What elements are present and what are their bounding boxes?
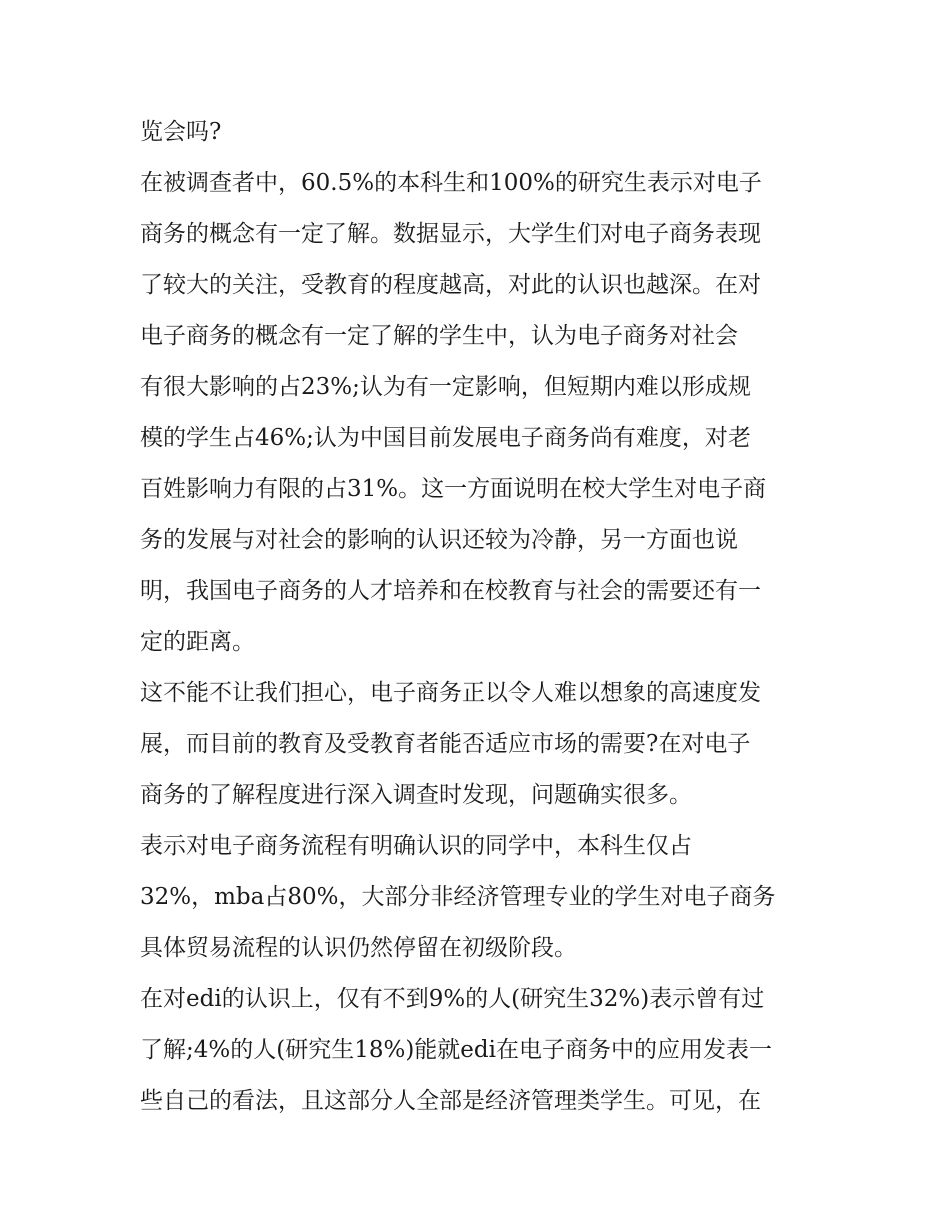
text-line: 了较大的关注，受教育的程度越高，对此的认识也越深。在对 <box>140 272 761 298</box>
text-line: 明，我国电子商务的人才培养和在校教育与社会的需要还有一 <box>140 578 761 604</box>
text-line: 模的学生占46%;认为中国目前发展电子商务尚有难度，对老 <box>140 425 751 451</box>
text-line: 在被调查者中，60.5%的本科生和100%的研究生表示对电子 <box>140 170 762 196</box>
body-text <box>140 107 820 1127</box>
text-line: 32%，mba占80%，大部分非经济管理专业的学生对电子商务 <box>140 884 776 910</box>
text-line: 表示对电子商务流程有明确认识的同学中，本科生仅占 <box>140 833 692 859</box>
text-line: 有很大影响的占23%;认为有一定影响，但短期内难以形成规 <box>140 374 751 400</box>
text-line: 务的发展与对社会的影响的认识还较为冷静，另一方面也说 <box>140 527 738 553</box>
text-line: 了解;4%的人(研究生18%)能就edi在电子商务中的应用发表一 <box>140 1037 772 1063</box>
text-line: 这不能不让我们担心，电子商务正以令人难以想象的高速度发 <box>140 680 761 706</box>
text-line: 在对edi的认识上，仅有不到9%的人(研究生32%)表示曾有过 <box>140 986 765 1012</box>
text-line: 些自己的看法，且这部分人全部是经济管理类学生。可见，在 <box>140 1088 761 1114</box>
text-line: 商务的概念有一定了解。数据显示，大学生们对电子商务表现 <box>140 221 761 247</box>
text-line: 电子商务的概念有一定了解的学生中，认为电子商务对社会 <box>140 323 738 349</box>
text-line: 商务的了解程度进行深入调查时发现，问题确实很多。 <box>140 782 692 808</box>
text-line: 具体贸易流程的认识仍然停留在初级阶段。 <box>140 935 577 961</box>
text-line: 展，而目前的教育及受教育者能否适应市场的需要?在对电子 <box>140 731 751 757</box>
text-line: 定的距离。 <box>140 629 255 655</box>
text-line: 百姓影响力有限的占31%。这一方面说明在校大学生对电子商 <box>140 476 767 502</box>
text-line: 览会吗? <box>140 119 222 145</box>
